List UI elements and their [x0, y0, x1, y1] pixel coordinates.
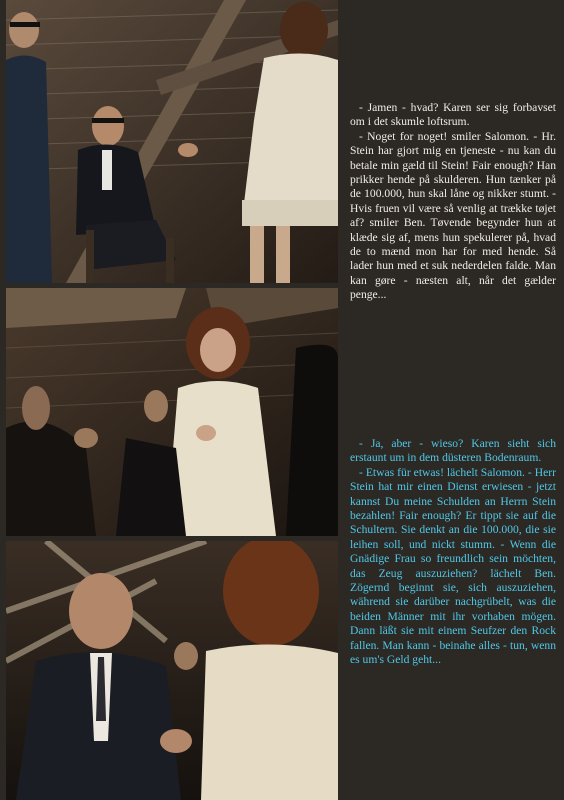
- german-paragraph: - Ja, aber - wieso? Karen sieht sich erstaunt um in dem düsteren Bodenraum.: [350, 437, 556, 465]
- photo-attic-men-and-woman: [6, 0, 338, 283]
- photo-3-illustration: [6, 541, 338, 800]
- danish-text-column: [350, 101, 556, 303]
- photo-2-illustration: [6, 288, 338, 536]
- photo-man-and-woman-closeup: [6, 541, 338, 800]
- german-text-column: [350, 437, 556, 668]
- german-paragraph: - Etwas für etwas! lächelt Salomon. - Herr Stein hat mir einen Dienst erwiesen - jetzt kannst Du meine Schulden an Herrn Stein bezahlen! Fair enough? Er tippt sie auf die Schultern. Sie denkt an die 100.000, die sie leihen soll, und nickt stumm. - Wenn die Gnädige Frau so freundlich sein möchten, das Zeug auszuziehen? lächelt Ben. Zögernd beginnt sie, sich auszuziehen, während sie darüber nachgrübelt, was die beiden Männer mit ihr vorhaben mögen. Dann läßt sie mit einem Seufzer den Rock fallen. Man kann - beinahe alles - tun, wenn es um's Geld geht...: [350, 465, 556, 667]
- photo-woman-in-white-suit: [6, 288, 338, 536]
- danish-paragraph: - Jamen - hvad? Karen ser sig forbavset om i det skumle loftsrum.: [350, 101, 556, 129]
- photo-1-illustration: [6, 0, 338, 283]
- danish-paragraph: - Noget for noget! smiler Salomon. - Hr. Stein har gjort mig en tjeneste - nu kan du betale min gæld til Stein! Fair enough? Han prikker hende på skulderen. Hun tænker på de 100.000, hun skal låne og nikker stumt. - Hvis fruen vil være så venlig at trække tøjet af? smiler Ben. Tøvende begynder hun at klæde sig af, mens hun spekulerer på, hvad de to mænd mon har for med hende. Så lader hun med et suk nederdelen falde. Man kan gøre - næsten alt, når det gælder penge...: [350, 129, 556, 302]
